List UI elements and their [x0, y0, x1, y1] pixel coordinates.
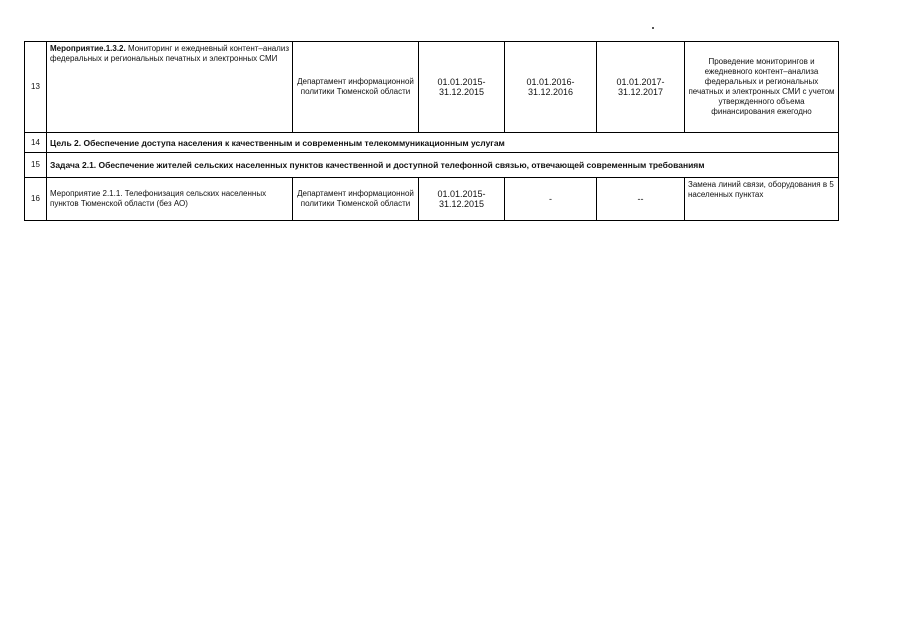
period-2017-cell: 01.01.2017-31.12.2017	[597, 42, 685, 133]
expected-result-cell: Замена линий связи, оборудования в 5 населенных пунктах	[685, 178, 839, 221]
scan-speck	[652, 27, 654, 29]
activity-title-bold: Мероприятие.1.3.2.	[50, 44, 126, 53]
period-2017-cell: --	[597, 178, 685, 221]
activity-title	[47, 42, 293, 133]
activity-title: Мероприятие 2.1.1. Телефонизация сельских населенных пунктов Тюменской области (без АО)	[47, 178, 293, 221]
period-2015-cell: 01.01.2015-31.12.2015	[419, 42, 505, 133]
row-number: 16	[25, 178, 47, 221]
row-number: 14	[25, 133, 47, 153]
row-number: 15	[25, 153, 47, 178]
period-2016-cell: -	[505, 178, 597, 221]
table-row-14	[25, 133, 839, 153]
period-2015-cell: 01.01.2015-31.12.2015	[419, 178, 505, 221]
task-heading: Задача 2.1. Обеспечение жителей сельских населенных пунктов качественной и доступной телефонной связью, отвечающей современным требованиям	[47, 153, 839, 178]
row-number: 13	[25, 42, 47, 133]
table-row-15	[25, 153, 839, 178]
activity-title-text: Мониторинг и ежедневный контент–анализ федеральных и региональных печатных и электронных СМИ	[50, 44, 289, 63]
table-row-16	[25, 178, 839, 221]
goal-heading: Цель 2. Обеспечение доступа населения к качественным и современным телекоммуникационным услугам	[47, 133, 839, 153]
expected-result-cell: Проведение мониторингов и ежедневного контент–анализа федеральных и региональных печатных и электронных СМИ с учетом утвержденного объема финансирования ежегодно	[685, 42, 839, 133]
period-2016-cell: 01.01.2016-31.12.2016	[505, 42, 597, 133]
department-cell: Департамент информационной политики Тюменской области	[293, 178, 419, 221]
department-cell: Департамент информационной политики Тюменской области	[293, 42, 419, 133]
table-row-13	[25, 42, 839, 133]
program-activities-table	[24, 41, 839, 221]
